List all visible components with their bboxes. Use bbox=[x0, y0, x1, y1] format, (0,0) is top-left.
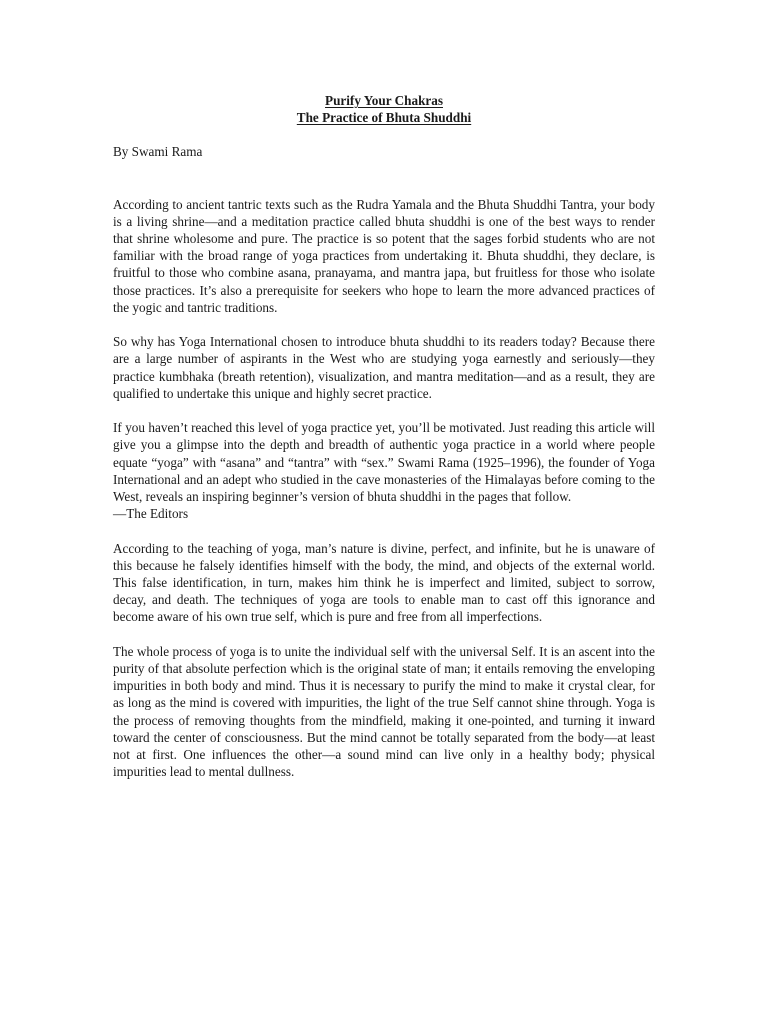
body-paragraph-3: If you haven’t reached this level of yoga practice yet, you’ll be motivated. Just reading this article will give you a glimpse into the depth and breadth of authentic yoga practice in a world where people equate “yoga” with “asana” and “tantra” with “sex.” Swami Rama (1925–1996), the founder of Yoga International and an adept who studied in the cave monasteries of the Himalayas before coming to the West, reveals an inspiring beginner’s version of bhuta shuddhi in the pages that follow. bbox=[113, 420, 655, 505]
author-byline: By Swami Rama bbox=[113, 144, 203, 160]
body-paragraph-5: The whole process of yoga is to unite the individual self with the universal Self. It is an ascent into the purity of that absolute perfection which is the original state of man; it entails removing the enveloping impurities in both body and mind. Thus it is necessary to purify the mind to make it crystal clear, for as long as the mind is covered with impurities, the light of the true Self cannot shine through. Yoga is the process of removing thoughts from the mindfield, making it one-pointed, and turning it inward toward the center of consciousness. But the mind cannot be totally separated from the body—at least not at first. One influences the other—a sound mind can live only in a healthy body; physical impurities lead to mental dullness. bbox=[113, 643, 655, 780]
editors-signature: —The Editors bbox=[113, 506, 189, 522]
body-paragraph-1: According to ancient tantric texts such as the Rudra Yamala and the Bhuta Shuddhi Tantra, your body is a living shrine—and a meditation practice called bhuta shuddhi is one of the best ways to render that shrine wholesome and pure. The practice is so potent that the sages forbid students who are not familiar with the broad range of yoga practices from undertaking it. Bhuta shuddhi, they declare, is fruitful to those who combine asana, pranayama, and mantra japa, but fruitless for those who isolate those practices. It’s also a prerequisite for seekers who hope to learn the more advanced practices of the yogic and tantric traditions. bbox=[113, 196, 655, 315]
body-paragraph-4: According to the teaching of yoga, man’s nature is divine, perfect, and infinite, but he is unaware of this because he falsely identifies himself with the body, the mind, and objects of the external world. This false identification, in turn, makes him think he is imperfect and limited, subject to sorrow, decay, and death. The techniques of yoga are tools to enable man to cast off this ignorance and become aware of his own true self, which is pure and free from all imperfections. bbox=[113, 540, 655, 625]
document-page bbox=[113, 92, 655, 798]
editors-note-paragraph bbox=[113, 419, 655, 522]
title-block bbox=[113, 92, 655, 126]
body-paragraph-2: So why has Yoga International chosen to introduce bhuta shuddhi to its readers today? Because there are a large number of aspirants in the West who are studying yoga earnestly and seriously—they practice kumbhaka (breath retention), visualization, and mantra meditation—and as a result, they are qualified to undertake this unique and highly secret practice. bbox=[113, 334, 655, 401]
document-title: Purify Your Chakras bbox=[325, 93, 443, 108]
document-subtitle: The Practice of Bhuta Shuddhi bbox=[296, 110, 472, 126]
